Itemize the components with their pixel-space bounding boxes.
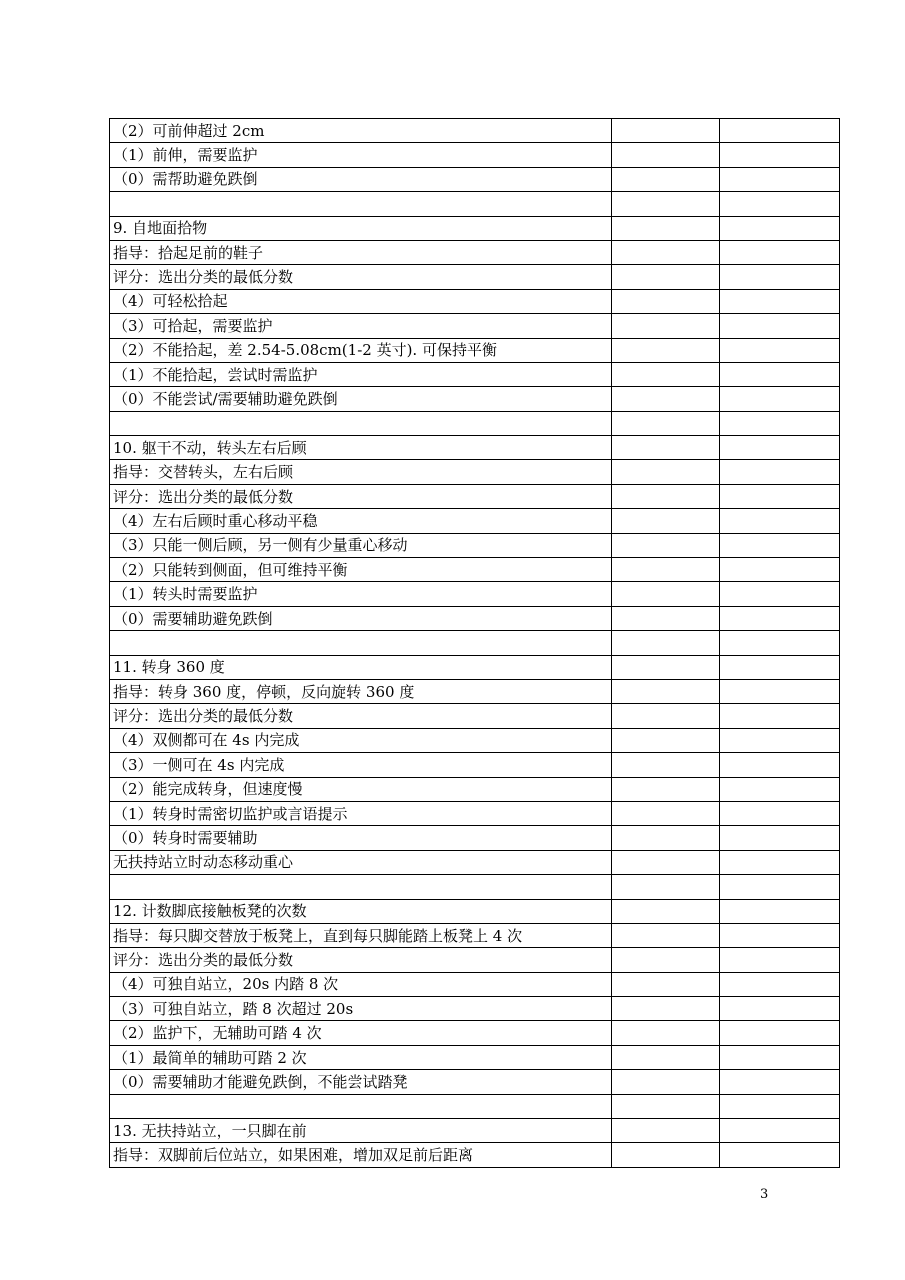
table-row (110, 606, 840, 630)
item-text-cell (110, 1094, 612, 1118)
table-row (110, 801, 840, 825)
item-text-cell: 指导：拾起足前的鞋子 (110, 240, 612, 264)
score-cell-1 (612, 192, 720, 216)
score-cell-1 (612, 411, 720, 435)
page-number: 3 (760, 1187, 769, 1202)
score-cell-2 (720, 167, 840, 191)
table-row (110, 777, 840, 801)
score-cell-2 (720, 655, 840, 679)
score-cell-1 (612, 362, 720, 386)
item-text-cell: （3）只能一侧后顾，另一侧有少量重心移动 (110, 533, 612, 557)
score-cell-2 (720, 314, 840, 338)
score-cell-2 (720, 460, 840, 484)
table-row (110, 1045, 840, 1069)
table-row (110, 143, 840, 167)
score-cell-2 (720, 558, 840, 582)
score-cell-2 (720, 143, 840, 167)
item-text-cell: （1）最简单的辅助可踏 2 次 (110, 1045, 612, 1069)
score-cell-2 (720, 875, 840, 899)
table-row (110, 631, 840, 655)
score-cell-1 (612, 558, 720, 582)
table-row (110, 216, 840, 240)
table-row (110, 1021, 840, 1045)
table-row (110, 753, 840, 777)
score-cell-1 (612, 655, 720, 679)
table-row (110, 1119, 840, 1143)
item-text-cell: 13. 无扶持站立，一只脚在前 (110, 1119, 612, 1143)
score-cell-2 (720, 411, 840, 435)
score-cell-2 (720, 1094, 840, 1118)
item-text-cell: 评分：选出分类的最低分数 (110, 484, 612, 508)
item-text-cell: （4）双侧都可在 4s 内完成 (110, 728, 612, 752)
table-row (110, 411, 840, 435)
score-cell-2 (720, 1045, 840, 1069)
score-cell-2 (720, 606, 840, 630)
score-cell-2 (720, 923, 840, 947)
table-row (110, 948, 840, 972)
table-row (110, 679, 840, 703)
item-text-cell: （1）不能拾起，尝试时需监护 (110, 362, 612, 386)
score-cell-1 (612, 1021, 720, 1045)
table-row (110, 899, 840, 923)
item-text-cell: （4）左右后顾时重心移动平稳 (110, 509, 612, 533)
score-cell-2 (720, 997, 840, 1021)
table-row (110, 484, 840, 508)
score-cell-1 (612, 289, 720, 313)
score-cell-2 (720, 899, 840, 923)
item-text-cell: （0）转身时需要辅助 (110, 826, 612, 850)
table-row (110, 533, 840, 557)
table-row (110, 289, 840, 313)
table-row (110, 436, 840, 460)
table-row (110, 582, 840, 606)
table-row (110, 826, 840, 850)
table-row (110, 1143, 840, 1167)
table-row (110, 704, 840, 728)
score-cell-1 (612, 509, 720, 533)
item-text-cell: 评分：选出分类的最低分数 (110, 704, 612, 728)
item-text-cell: （3）一侧可在 4s 内完成 (110, 753, 612, 777)
score-cell-1 (612, 436, 720, 460)
item-text-cell: 评分：选出分类的最低分数 (110, 948, 612, 972)
score-cell-2 (720, 533, 840, 557)
score-cell-2 (720, 1070, 840, 1094)
score-cell-2 (720, 582, 840, 606)
score-cell-1 (612, 265, 720, 289)
table-row (110, 338, 840, 362)
table-row (110, 728, 840, 752)
score-cell-1 (612, 948, 720, 972)
score-cell-2 (720, 436, 840, 460)
item-text-cell: 10. 躯干不动，转头左右后顾 (110, 436, 612, 460)
score-cell-1 (612, 338, 720, 362)
item-text-cell: 指导：双脚前后位站立，如果困难，增加双足前后距离 (110, 1143, 612, 1167)
score-cell-2 (720, 484, 840, 508)
item-text-cell: （4）可轻松拾起 (110, 289, 612, 313)
score-cell-2 (720, 1143, 840, 1167)
score-cell-1 (612, 1045, 720, 1069)
score-cell-1 (612, 533, 720, 557)
score-cell-1 (612, 923, 720, 947)
table-row (110, 1070, 840, 1094)
item-text-cell: （3）可独自站立，踏 8 次超过 20s (110, 997, 612, 1021)
score-cell-2 (720, 1021, 840, 1045)
score-cell-1 (612, 582, 720, 606)
table-row (110, 240, 840, 264)
table-row (110, 997, 840, 1021)
item-text-cell: 11. 转身 360 度 (110, 655, 612, 679)
score-cell-2 (720, 1119, 840, 1143)
item-text-cell: （1）转头时需要监护 (110, 582, 612, 606)
score-cell-2 (720, 338, 840, 362)
score-cell-1 (612, 460, 720, 484)
item-text-cell: （4）可独自站立，20s 内踏 8 次 (110, 972, 612, 996)
score-cell-1 (612, 997, 720, 1021)
score-cell-2 (720, 679, 840, 703)
score-cell-2 (720, 216, 840, 240)
score-cell-1 (612, 167, 720, 191)
table-row (110, 509, 840, 533)
score-cell-1 (612, 119, 720, 143)
score-cell-1 (612, 314, 720, 338)
item-text-cell: 12. 计数脚底接触板凳的次数 (110, 899, 612, 923)
score-cell-1 (612, 240, 720, 264)
score-cell-1 (612, 216, 720, 240)
score-cell-1 (612, 753, 720, 777)
table-row (110, 362, 840, 386)
score-cell-2 (720, 362, 840, 386)
item-text-cell: （0）需要辅助才能避免跌倒，不能尝试踏凳 (110, 1070, 612, 1094)
assessment-table (109, 118, 840, 1168)
score-cell-1 (612, 679, 720, 703)
score-cell-1 (612, 850, 720, 874)
score-cell-1 (612, 826, 720, 850)
score-cell-2 (720, 753, 840, 777)
table-row (110, 265, 840, 289)
item-text-cell: （0）需要辅助避免跌倒 (110, 606, 612, 630)
score-cell-1 (612, 1070, 720, 1094)
score-cell-1 (612, 606, 720, 630)
score-cell-1 (612, 1094, 720, 1118)
table-row (110, 460, 840, 484)
score-cell-1 (612, 972, 720, 996)
item-text-cell (110, 875, 612, 899)
item-text-cell: 无扶持站立时动态移动重心 (110, 850, 612, 874)
table-row (110, 1094, 840, 1118)
item-text-cell: （3）可拾起，需要监护 (110, 314, 612, 338)
score-cell-1 (612, 143, 720, 167)
item-text-cell: （2）不能拾起，差 2.54-5.08cm(1-2 英寸). 可保持平衡 (110, 338, 612, 362)
assessment-table-container (109, 118, 839, 1168)
table-row (110, 387, 840, 411)
score-cell-2 (720, 631, 840, 655)
item-text-cell: 指导：交替转头，左右后顾 (110, 460, 612, 484)
item-text-cell: （2）只能转到侧面，但可维持平衡 (110, 558, 612, 582)
score-cell-1 (612, 777, 720, 801)
table-body (110, 119, 840, 1168)
score-cell-2 (720, 240, 840, 264)
score-cell-2 (720, 777, 840, 801)
score-cell-2 (720, 826, 840, 850)
item-text-cell: 指导：每只脚交替放于板凳上，直到每只脚能踏上板凳上 4 次 (110, 923, 612, 947)
score-cell-1 (612, 728, 720, 752)
score-cell-2 (720, 289, 840, 313)
table-row (110, 558, 840, 582)
score-cell-1 (612, 704, 720, 728)
score-cell-1 (612, 387, 720, 411)
score-cell-2 (720, 850, 840, 874)
table-row (110, 167, 840, 191)
table-row (110, 972, 840, 996)
table-row (110, 923, 840, 947)
item-text-cell: （1）前伸，需要监护 (110, 143, 612, 167)
item-text-cell: （2）可前伸超过 2cm (110, 119, 612, 143)
score-cell-2 (720, 265, 840, 289)
score-cell-1 (612, 484, 720, 508)
item-text-cell: （0）需帮助避免跌倒 (110, 167, 612, 191)
item-text-cell: （1）转身时需密切监护或言语提示 (110, 801, 612, 825)
table-row (110, 119, 840, 143)
score-cell-1 (612, 631, 720, 655)
item-text-cell: 指导：转身 360 度，停顿，反向旋转 360 度 (110, 679, 612, 703)
score-cell-2 (720, 704, 840, 728)
item-text-cell: 9. 自地面拾物 (110, 216, 612, 240)
score-cell-2 (720, 728, 840, 752)
score-cell-1 (612, 1119, 720, 1143)
table-row (110, 314, 840, 338)
item-text-cell: （2）监护下，无辅助可踏 4 次 (110, 1021, 612, 1045)
score-cell-2 (720, 801, 840, 825)
score-cell-2 (720, 192, 840, 216)
item-text-cell: 评分：选出分类的最低分数 (110, 265, 612, 289)
item-text-cell (110, 411, 612, 435)
table-row (110, 655, 840, 679)
item-text-cell: （0）不能尝试/需要辅助避免跌倒 (110, 387, 612, 411)
score-cell-2 (720, 972, 840, 996)
item-text-cell (110, 192, 612, 216)
score-cell-1 (612, 899, 720, 923)
score-cell-2 (720, 387, 840, 411)
score-cell-2 (720, 509, 840, 533)
score-cell-1 (612, 875, 720, 899)
score-cell-2 (720, 948, 840, 972)
score-cell-1 (612, 801, 720, 825)
score-cell-2 (720, 119, 840, 143)
table-row (110, 192, 840, 216)
table-row (110, 850, 840, 874)
table-row (110, 875, 840, 899)
item-text-cell: （2）能完成转身，但速度慢 (110, 777, 612, 801)
score-cell-1 (612, 1143, 720, 1167)
item-text-cell (110, 631, 612, 655)
